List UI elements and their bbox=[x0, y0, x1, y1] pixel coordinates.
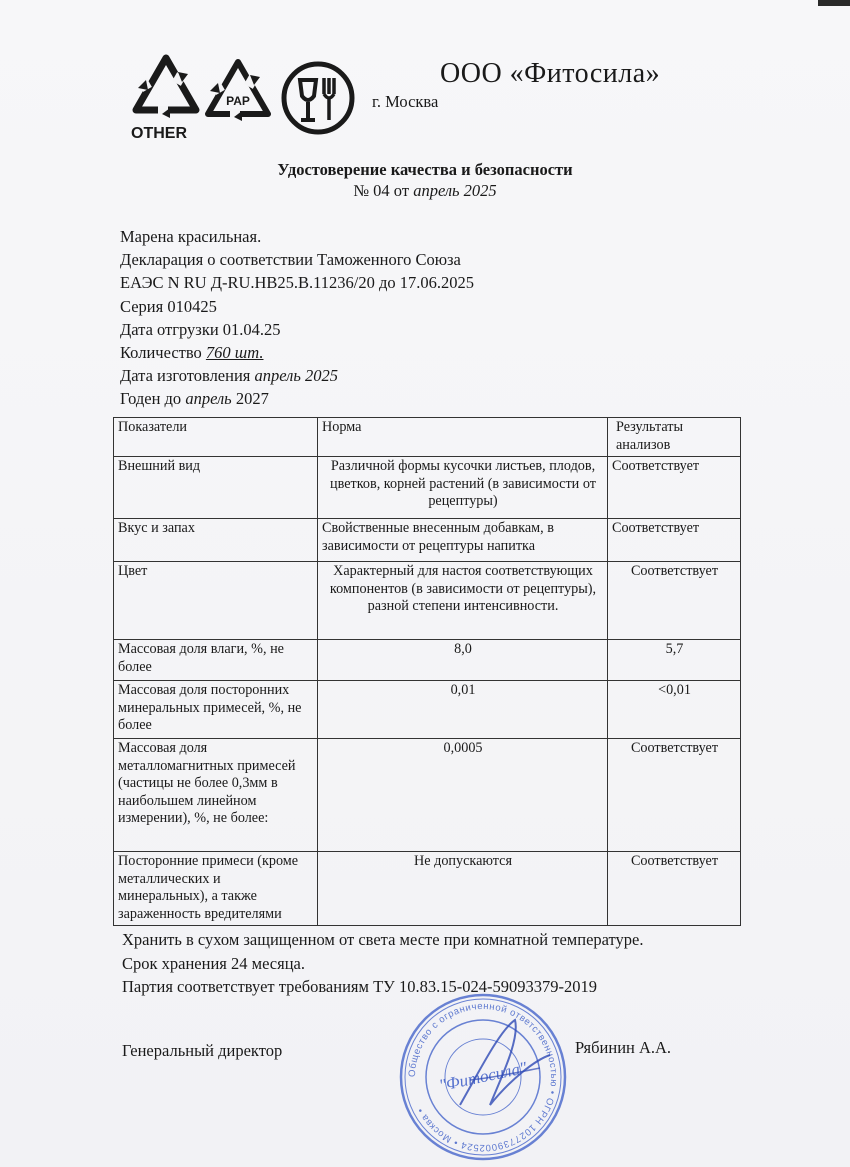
packaging-logos bbox=[118, 50, 368, 145]
table-row bbox=[114, 519, 741, 562]
table-cell: <0,01 bbox=[608, 681, 741, 739]
storage-note: Хранить в сухом защищенном от света месте при комнатной температуре. bbox=[122, 930, 644, 949]
table-cell: Массовая доля металломагнитных примесей (частицы не более 0,3мм в наибольшем линейном измерении), %, не более: bbox=[114, 739, 318, 852]
table-cell: Соответствует bbox=[608, 852, 741, 926]
table-row bbox=[114, 852, 741, 926]
director-name: Рябинин А.А. bbox=[575, 1038, 672, 1057]
table-row bbox=[114, 457, 741, 519]
table-cell: Различной формы кусочки листьев, плодов, цветков, корней растений (в зависимости от рецептуры) bbox=[318, 457, 608, 519]
company-name: ООО «Фитосила» bbox=[440, 58, 661, 89]
table-cell: Свойственные внесенным добавкам, в зависимости от рецептуры напитка bbox=[318, 519, 608, 562]
footer-notes bbox=[122, 928, 643, 999]
quantity-value: 760 шт. bbox=[205, 343, 264, 363]
table-cell: Массовая доля влаги, %, не более bbox=[114, 640, 318, 681]
scan-corner-mark bbox=[818, 0, 850, 6]
table-cell: Соответствует bbox=[608, 739, 741, 852]
expiry-date bbox=[120, 387, 474, 410]
table-cell: Массовая доля посторонних минеральных примесей, %, не более bbox=[114, 681, 318, 739]
document-title: Удостоверение качества и безопасности bbox=[277, 160, 573, 179]
table-row bbox=[114, 739, 741, 852]
manufacture-value: апрель 2025 bbox=[254, 366, 338, 386]
manufacture-label: Дата изготовления bbox=[120, 366, 255, 386]
quantity bbox=[120, 341, 474, 364]
document-number-prefix: № 04 от bbox=[353, 181, 414, 200]
quantity-label: Количество bbox=[120, 343, 206, 363]
stamp-center-text: "Фитосила" bbox=[437, 1057, 529, 1096]
table-header-cell: Результаты анализов bbox=[608, 418, 741, 457]
table-cell: Посторонние примеси (кроме металлических и минеральных), а также зараженность вредителями bbox=[114, 852, 318, 926]
table-row bbox=[114, 562, 741, 640]
table-cell: Характерный для настоя соответствующих компонентов (в зависимости от рецептуры), разной степени интенсивности. bbox=[318, 562, 608, 640]
table-cell: 8,0 bbox=[318, 640, 608, 681]
table-header-cell: Норма bbox=[318, 418, 608, 457]
shipment-date: Дата отгрузки 01.04.25 bbox=[120, 319, 281, 339]
pap-logo-label: PAP bbox=[226, 94, 250, 108]
table-cell: 0,0005 bbox=[318, 739, 608, 852]
table-cell: 5,7 bbox=[608, 640, 741, 681]
product-info bbox=[120, 225, 474, 411]
table-cell: Цвет bbox=[114, 562, 318, 640]
table-cell: Соответствует bbox=[608, 457, 741, 519]
series: Серия 010425 bbox=[120, 296, 217, 316]
expiry-year: 2027 bbox=[231, 389, 269, 409]
table-row bbox=[114, 640, 741, 681]
table-row bbox=[114, 681, 741, 739]
declaration-number: ЕАЭС N RU Д-RU.НВ25.В.11236/20 до 17.06.2025 bbox=[120, 273, 475, 293]
expiry-label: Годен до bbox=[120, 389, 186, 409]
declaration-label: Декларация о соответствии Таможенного Союза bbox=[120, 250, 461, 270]
director-signature bbox=[440, 1010, 570, 1120]
product-name: Марена красильная. bbox=[120, 227, 262, 246]
table-cell: Не допускаются bbox=[318, 852, 608, 926]
stamp-ring-text: Общество с ограниченной ответственностью • ОГРН 1027739002524 • Москва • bbox=[406, 1000, 560, 1154]
other-logo-label: OTHER bbox=[131, 125, 187, 142]
table-cell: 0,01 bbox=[318, 681, 608, 739]
director-position: Генеральный директор bbox=[122, 1041, 283, 1060]
expiry-month: апрель bbox=[185, 389, 232, 409]
table-header-row bbox=[114, 418, 741, 457]
table-cell: Вкус и запах bbox=[114, 519, 318, 562]
table-cell: Соответствует bbox=[608, 519, 741, 562]
table-header-cell: Показатели bbox=[114, 418, 318, 457]
food-contact-icon bbox=[284, 64, 352, 132]
quality-table bbox=[113, 417, 741, 926]
table-cell: Соответствует bbox=[608, 562, 741, 640]
document-number-date: апрель 2025 bbox=[413, 181, 497, 200]
table-cell: Внешний вид bbox=[114, 457, 318, 519]
compliance-note: Партия соответствует требованиям ТУ 10.83.15-024-59093379-2019 bbox=[122, 977, 597, 996]
document-number bbox=[0, 181, 850, 201]
company-city: г. Москва bbox=[372, 92, 439, 111]
shelf-life-note: Срок хранения 24 месяца. bbox=[122, 953, 305, 973]
manufacture-date bbox=[120, 364, 474, 387]
